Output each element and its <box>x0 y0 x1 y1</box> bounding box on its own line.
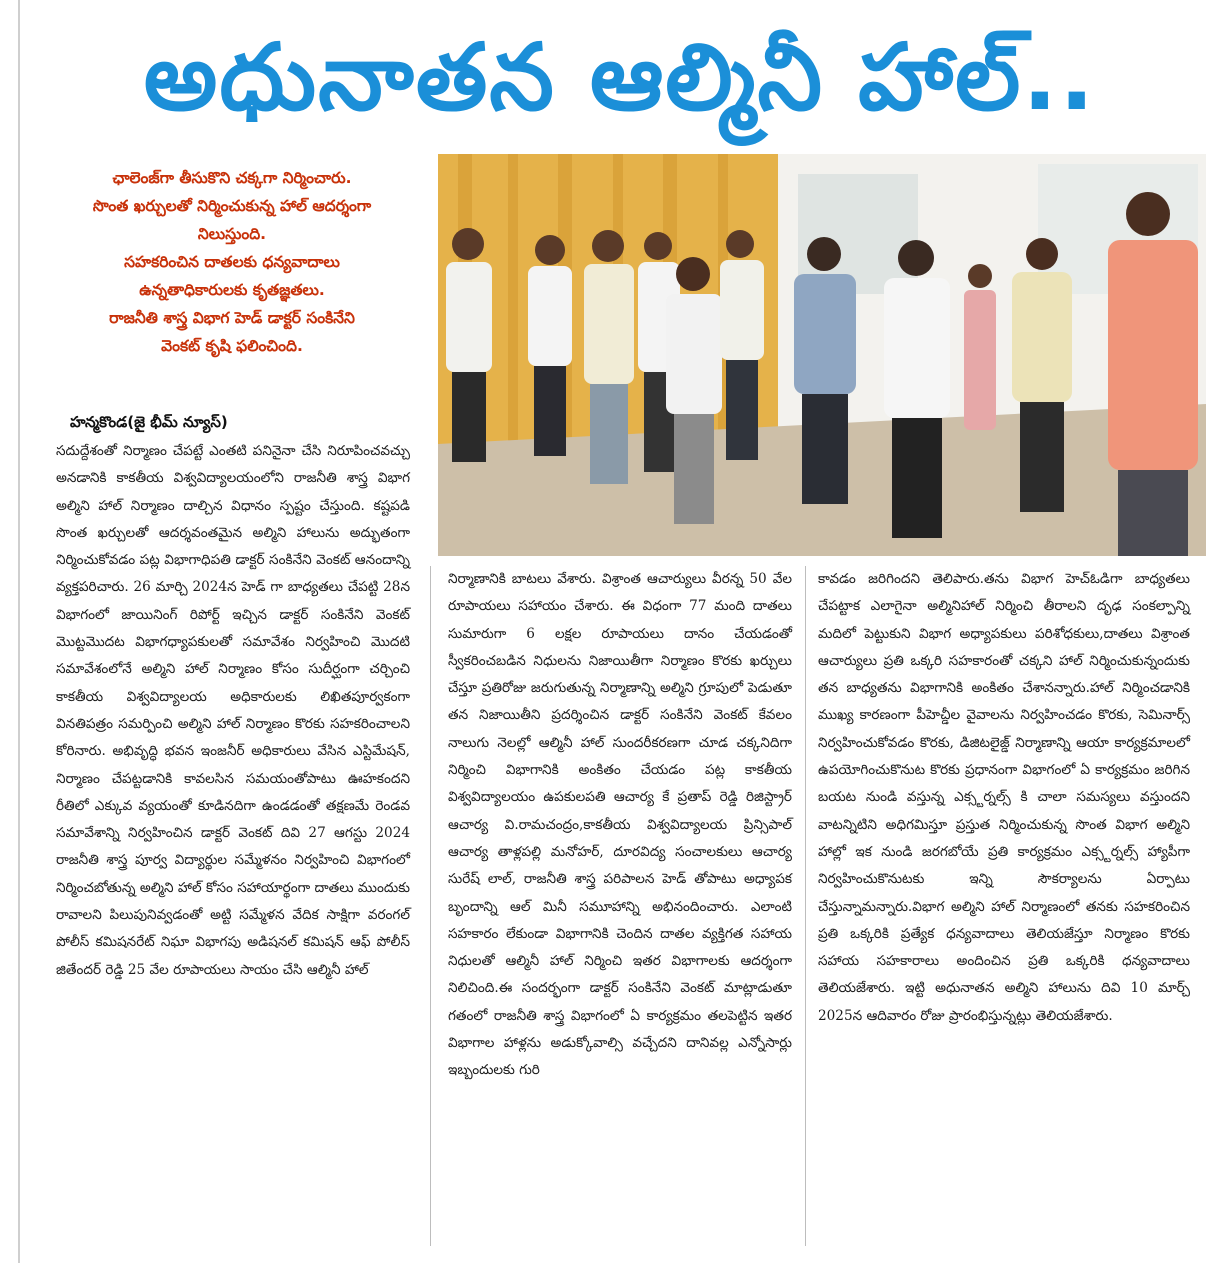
article-text-3: కావడం జరిగిందని తెలిపారు.తను విభాగ హెచ్ఓడిగా బాధ్యతలు చేపట్టాక ఎలాగైనా అల్మినిహాల్ నిర్మించి తీరాలని దృఢ సంకల్పాన్ని మదిలో పెట్టుకుని విభాగ అధ్యాపకులు పరిశోధకులు,దాతలు విశ్రాంత ఆచార్యులు ప్రతి ఒక్కరి సహకారంతో చక్కని హాల్ నిర్మించుకున్నందుకు తన బాధ్యతను విభాగానికి అంకితం చేశానన్నారు.హాల్ నిర్మించడానికి ముఖ్య కారణంగా పీహెచ్డీల వైవాలను నిర్వహించడం కొరకు, సెమినార్స్ నిర్వహించుకోవడం కొరకు, డిజిటలైజ్డ్ నిర్మాణాన్ని ఆయా కార్యక్రమాలలో ఉపయోగించుకొనుట కొరకు ప్రధానంగా విభాగంలో ఏ కార్యక్రమం జరిగిన బయట నుండి వస్తున్న ఎక్స్టర్నల్స్ కి చాలా సమస్యలు వస్తుందని వాటన్నిటిని అధిగమిస్తూ ప్రస్తుత నిర్మించుకున్న సొంత విభాగ అల్మిని హాల్లో ఇక నుండి జరగబోయే ప్రతి కార్యక్రమం ఎక్స్టర్నల్స్ హ్యాపీగా నిర్వహించుకొనుటకు ఇన్ని సౌకర్యాలను ఏర్పాటు చేస్తున్నామన్నారు.విభాగ అల్మిని హాల్ నిర్మాణంలో తనకు సహకరించిన ప్రతి ఒక్కరికి ప్రత్యేక ధన్యవాదాలు తెలియజేస్తూ నిర్మాణం కొరకు సహాయ సహకారాలు అందించిన ప్రతి ఒక్కరికి ధన్యవాదాలు తెలియజేశారు. ఇట్టి అధునాతన అల్మిని హాలును దివి 10 మార్చ్ 2025న ఆదివారం రోజు ప్రారంభిస్తున్నట్లు తెలియజేశారు. <box>818 571 1190 1024</box>
subhead-line-3: నిలుస్తుంది. <box>197 225 267 243</box>
subheadlines <box>44 164 420 360</box>
subhead-line-1: ఛాలెంజ్‌గా తీసుకొని చక్కగా నిర్మించారు. <box>112 169 352 187</box>
news-photo <box>438 154 1206 556</box>
left-margin-rule <box>18 0 20 1263</box>
article-text-2: నిర్మాణానికి బాటలు వేశారు. విశ్రాంత ఆచార్యులు వీరన్న 50 వేల రూపాయలు సహాయం చేశారు. ఈ విధంగా 77 మంది దాతలు సుమారుగా 6 లక్షల రూపాయలు దానం చేయడంతో స్వీకరించబడిన నిధులను నిజాయితీగా నిర్మాణం కొరకు ఖర్చులు చేస్తూ ప్రతిరోజు జరుగుతున్న నిర్మాణాన్ని అల్మిని గ్రూపులో పెడుతూ తన నిజాయితీని ప్రదర్శించిన డాక్టర్ సంకినేని వెంకట్ కేవలం నాలుగు నెలల్లో ఆల్మినీ హాల్ సుందరీకరణగా చూడ చక్కనిదిగా నిర్మించి విభాగానికి అంకితం చేయడం పట్ల కాకతీయ విశ్వవిద్యాలయం ఉపకులపతి ఆచార్య కే ప్రతాప్ రెడ్డి రిజిస్ట్రార్ ఆచార్య వి.రామచంద్రం,కాకతీయ విశ్వవిద్యాలయ ప్రిన్సిపాల్ ఆచార్య తాళ్లపల్లి మనోహర్, దూరవిద్య సంచాలకులు ఆచార్య సురేష్ లాల్, రాజనీతి శాస్త్ర పరిపాలన హెడ్ తోపాటు అధ్యాపక బృందాన్ని ఆల్ మినీ సమూహాన్ని అభినందించారు. ఎలాంటి సహకారం లేకుండా విభాగానికి చెందిన దాతల వ్యక్తిగత సహాయ నిధులతో ఆల్మినీ హాల్ నిర్మించి ఇతర విభాగాలకు ఆదర్శంగా నిలిచింది.ఈ సందర్భంగా డాక్టర్ సంకినేని వెంకట్ మాట్లాడుతూ గతంలో రాజనీతి శాస్త్ర విభాగంలో ఏ కార్యక్రమం తలపెట్టిన ఇతర విభాగాల హాళ్లను అడుక్కోవాల్సి వచ్చేదని దానివల్ల ఎన్నోసార్లు ఇబ్బందులకు గురి <box>448 571 792 1079</box>
subhead-line-2: సొంత ఖర్చులతో నిర్మించుకున్న హాల్ ఆదర్శంగా <box>92 197 372 215</box>
subhead-line-7: వెంకట్ కృషి ఫలించింది. <box>161 337 303 355</box>
article-column-3 <box>818 566 1190 1030</box>
subhead-line-4: సహకరించిన దాతలకు ధన్యవాదాలు <box>124 253 340 271</box>
dateline: హన్మకొండ(జై భీమ్ న్యూస్) <box>70 413 228 431</box>
article-column-1 <box>56 438 410 984</box>
column-divider-1 <box>430 566 431 1246</box>
article-text-1: సదుద్దేశంతో నిర్మాణం చేపట్టే ఎంతటి పనినైనా చేసి నిరూపించవచ్చు అనడానికి కాకతీయ విశ్వవిద్యాలయంలోని రాజనీతి శాస్త్ర విభాగ అల్మిని హాల్ నిర్మాణం దాల్చిన విధానం స్పష్టం చేస్తుంది. కష్టపడి సొంత ఖర్చులతో ఆదర్శవంతమైన అల్మిని హాలును అద్భుతంగా నిర్మించుకోవడం పట్ల విభాగాధిపతి డాక్టర్ సంకినేని వెంకట్ ఆనందాన్ని వ్యక్తపరిచారు. 26 మార్చి 2024న హెడ్ గా బాధ్యతలు చేపట్టి 28న విభాగంలో జాయినింగ్ రిపోర్ట్ ఇచ్చిన డాక్టర్ సంకినేని వెంకట్ మొట్టమొదట విభాగధ్యాపకులతో సమావేశం నిర్వహించి మొదటి సమావేశంలోనే అల్మిని హాల్ నిర్మాణం కోసం సుదీర్ఘంగా చర్చించి కాకతీయ విశ్వవిద్యాలయ అధికారులకు లిఖితపూర్వకంగా వినతిపత్రం సమర్పించి అల్మిని హాల్ నిర్మాణం కొరకు సహకరించాలని కోరినారు. అభివృద్ధి భవన ఇంజనీర్ అధికారులు వేసిన ఎస్టిమేషన్, నిర్మాణం చేపట్టడానికి కావలసిన సమయంతోపాటు ఊహకందని రీతిలో ఎక్కువ వ్యయంతో కూడినదిగా ఉండడంతో తక్షణమే రెండవ సమావేశాన్ని నిర్వహించిన డాక్టర్ వెంకట్ దివి 27 ఆగస్టు 2024 రాజనీతి శాస్త్ర పూర్వ విద్యార్థుల సమ్మేళనం నిర్వహించి విభాగంలో నిర్మించబోతున్న అల్మిని హాల్ కోసం సహాయార్థంగా దాతలు ముందుకు రావాలని పిలుపునివ్వడంతో అట్టి సమ్మేళన వేదిక సాక్షిగా వరంగల్ పోలీస్ కమిషనరేట్ నిఘా విభాగపు అడిషనల్ కమిషన్ ఆఫ్ పోలీస్ జితేందర్ రెడ్డి 25 వేల రూపాయలు సాయం చేసి ఆల్మినీ హాల్ <box>56 443 410 978</box>
column-divider-2 <box>805 566 806 1246</box>
subhead-line-6: రాజనీతి శాస్త్ర విభాగ హెడ్ డాక్టర్ సంకినేని <box>109 309 355 327</box>
subhead-line-5: ఉన్నతాధికారులకు కృతజ్ఞతలు. <box>139 281 325 299</box>
article-column-2 <box>448 566 792 1085</box>
headline: అధునాతన ఆల్మినీ హాల్.. <box>143 24 1097 131</box>
group-photo-illustration <box>438 154 1206 556</box>
